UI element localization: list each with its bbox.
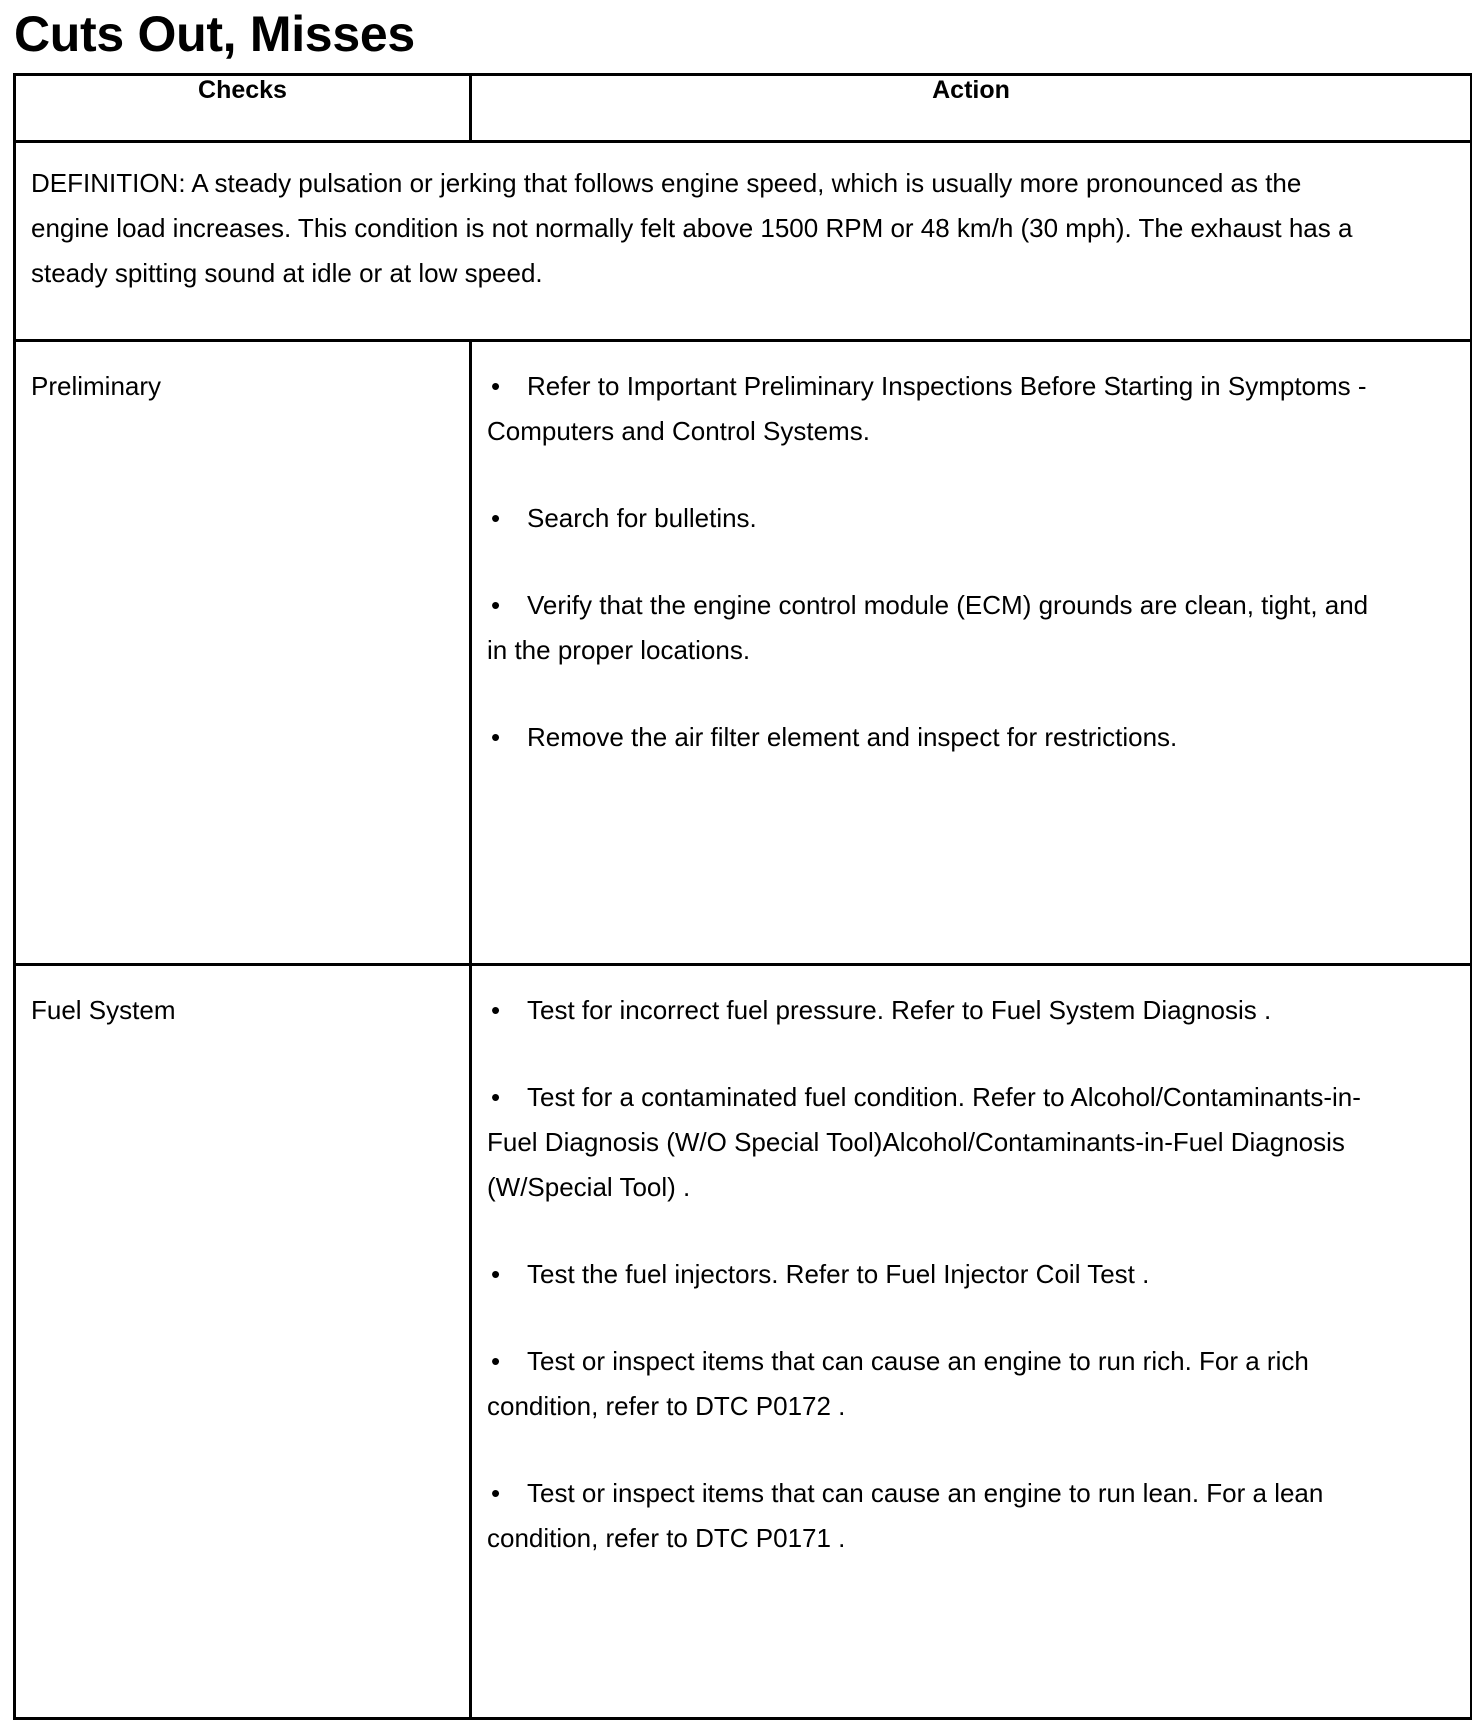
action-cell-fuel-system: [471, 965, 1472, 1719]
list-item: [487, 1252, 1370, 1297]
action-list: [487, 364, 1370, 760]
table-row: [15, 965, 1472, 1719]
action-text: Search for bulletins.: [527, 503, 757, 533]
page-title: Cuts Out, Misses: [14, 6, 415, 62]
bullet-icon: •: [491, 1478, 501, 1508]
bullet-icon: •: [491, 995, 501, 1025]
list-item: [487, 988, 1370, 1033]
action-text: Test for incorrect fuel pressure. Refer to Fuel System Diagnosis .: [527, 995, 1272, 1025]
bullet-icon: •: [491, 590, 501, 620]
diagnostic-table: [13, 73, 1472, 1720]
action-text: Test or inspect items that can cause an engine to run lean. For a lean condition, refer to DTC P0171 .: [487, 1478, 1324, 1553]
action-text: Test for a contaminated fuel condition. Refer to Alcohol/Contaminants-in-Fuel Diagnosis (W/O Special Tool)Alcohol/Contaminants-in-Fuel Diagnosis (W/Special Tool) .: [487, 1082, 1361, 1202]
bullet-icon: •: [491, 371, 501, 401]
check-label-preliminary: Preliminary: [15, 341, 471, 965]
checks-column-header: Checks: [15, 75, 471, 142]
table-row: [15, 341, 1472, 965]
bullet-icon: •: [491, 1259, 501, 1289]
header-row: [15, 75, 1472, 142]
action-text: Verify that the engine control module (ECM) grounds are clean, tight, and in the proper locations.: [487, 590, 1369, 665]
action-text: Remove the air filter element and inspect for restrictions.: [527, 722, 1178, 752]
action-cell-preliminary: [471, 341, 1472, 965]
bullet-icon: •: [491, 503, 501, 533]
action-text: Refer to Important Preliminary Inspections Before Starting in Symptoms - Computers and Control Systems.: [487, 371, 1367, 446]
check-label-fuel-system: Fuel System: [15, 965, 471, 1719]
bullet-icon: •: [491, 1082, 501, 1112]
list-item: [487, 496, 1370, 541]
list-item: [487, 1339, 1370, 1429]
action-list: [487, 988, 1370, 1561]
list-item: [487, 364, 1370, 454]
bullet-icon: •: [491, 1346, 501, 1376]
definition-text: DEFINITION: A steady pulsation or jerking that follows engine speed, which is usually more pronounced as the engine load increases. This condition is not normally felt above 1500 RPM or 48 km/h (30 mph). The exhaust has a steady spitting sound at idle or at low speed.: [15, 142, 1472, 341]
list-item: [487, 1075, 1370, 1210]
action-column-header: Action: [471, 75, 1472, 142]
action-text: Test the fuel injectors. Refer to Fuel Injector Coil Test .: [527, 1259, 1150, 1289]
bullet-icon: •: [491, 722, 501, 752]
definition-row: [15, 142, 1472, 341]
list-item: [487, 583, 1370, 673]
list-item: [487, 715, 1370, 760]
list-item: [487, 1471, 1370, 1561]
action-text: Test or inspect items that can cause an engine to run rich. For a rich condition, refer to DTC P0172 .: [487, 1346, 1309, 1421]
